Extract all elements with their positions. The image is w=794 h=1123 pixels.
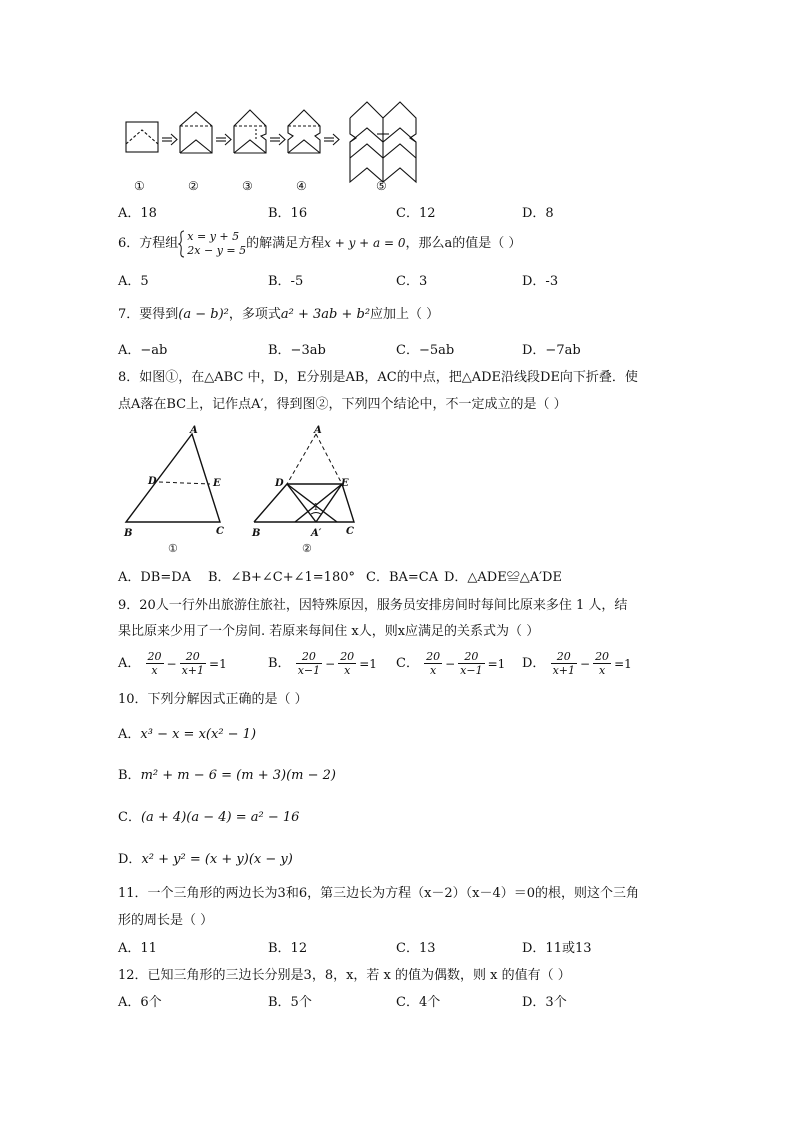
- q5-arrow-4: [324, 134, 339, 145]
- q8-fig2-label-c: C: [346, 526, 354, 537]
- q6-eq2: 2x − y = 5: [187, 243, 247, 257]
- q9-option-c-frac1: $\frac{20}{x}$: [426, 650, 441, 677]
- q8-fig1-label-a: A: [190, 425, 198, 436]
- q8-figures: [118, 424, 368, 560]
- q9-option-d-frac2: $\frac{20}{x}$: [595, 650, 610, 677]
- q10-option-a-label: A．: [118, 727, 141, 742]
- q5-label-4: ④: [296, 179, 307, 193]
- q11-option-c: C．13: [396, 941, 436, 956]
- q7-option-c: C．−5ab: [396, 343, 455, 358]
- q6-stem: [118, 228, 521, 259]
- q9-option-d: D． $\frac{20}{x+1}$ − $\frac{20}{x}$ =1: [522, 650, 632, 677]
- q10-option-d: [118, 851, 293, 869]
- q7-middle: ，多项式: [228, 307, 281, 322]
- q6-suffix: ，那么a的值是（ ）: [405, 236, 522, 251]
- q7-option-b: B．−3ab: [268, 343, 326, 358]
- q9-option-c-frac2: $\frac{20}{x-1}$: [460, 650, 483, 677]
- q9-option-a-frac2: $\frac{20}{x+1}$: [181, 650, 205, 677]
- q12-stem: 12．已知三角形的三边长分别是3，8，x，若 x 的值为偶数，则 x 的值有（ ）: [118, 968, 571, 983]
- q8-option-d: D．△ADE≌△A′DE: [444, 570, 562, 585]
- q11-stem-line2: 形的周长是（ ）: [118, 913, 214, 928]
- q6-option-d: D．-3: [522, 274, 559, 289]
- q9-stem-line2: 果比原来少用了一个房间. 若原来每间住 x人，则x应满足的关系式为（ ）: [118, 624, 540, 639]
- q9-option-b: B． $\frac{20}{x-1}$ − $\frac{20}{x}$ =1: [268, 650, 377, 677]
- q8-figure-1: [126, 434, 220, 522]
- q6-middle: 的解满足方程: [246, 236, 325, 251]
- q10-stem: 10．下列分解因式正确的是（ ）: [118, 692, 308, 707]
- q7-expr2: a² + 3ab + b²: [280, 307, 371, 322]
- q6-prefix: 6．方程组: [118, 236, 179, 251]
- q9-option-b-frac2: $\frac{20}{x}$: [340, 650, 355, 677]
- q10-option-c-expr: (a + 4)(a − 4) = a² − 16: [140, 810, 300, 825]
- q5-label-3: ③: [242, 179, 253, 193]
- q9-option-c: C． $\frac{20}{x}$ − $\frac{20}{x-1}$ =1: [396, 650, 506, 677]
- q5-label-1: ①: [134, 179, 145, 193]
- q8-fig2-label-d: D: [275, 478, 284, 489]
- q6-option-b: B．-5: [268, 274, 304, 289]
- q5-option-a: A．18: [118, 206, 157, 221]
- q8-stem-line1: 8．如图①，在△ABC 中，D，E分别是AB，AC的中点，把△ADE沿线段DE向下折叠．使: [118, 370, 638, 385]
- q6-eq1: x = y + 5: [187, 229, 240, 243]
- q8-fig2-label-a: A: [314, 425, 322, 436]
- q9-option-b-frac1: $\frac{20}{x-1}$: [297, 650, 321, 677]
- q8-option-a: A．DB=DA: [118, 570, 192, 585]
- q5-arrow-2: [216, 134, 231, 145]
- q9-option-c-label: C．: [396, 656, 419, 671]
- q8-fig1-caption: ①: [168, 542, 178, 555]
- q8-fig2-label-a-prime: A′: [311, 528, 322, 539]
- q9-option-d-frac1: $\frac{20}{x+1}$: [552, 650, 575, 677]
- q8-figure-2: [254, 434, 354, 522]
- q8-fig1-label-e: E: [213, 478, 221, 489]
- q8-fig1-label-b: B: [124, 528, 133, 539]
- q9-stem-line1: 9．20人一行外出旅游住旅社，因特殊原因，服务员安排房间时每间比原来多住 1 人，结: [118, 598, 628, 613]
- q6-brace-icon: [178, 230, 185, 258]
- q6-option-c: C．3: [396, 274, 428, 289]
- q7-prefix: 7．要得到: [118, 307, 179, 322]
- q7-stem: [118, 306, 439, 324]
- q10-option-b: [118, 767, 336, 785]
- q5-arrow-3: [270, 134, 285, 145]
- q8-stem-line2: 点A落在BC上，记作点A′，得到图②，下列四个结论中，不一定成立的是（ ）: [118, 397, 567, 412]
- q8-option-c: C．BA=CA: [366, 570, 439, 585]
- q5-option-c: C．12: [396, 206, 436, 221]
- q10-option-d-label: D．: [118, 852, 142, 867]
- q12-option-c: C．4个: [396, 995, 441, 1010]
- q12-option-d: D．3个: [522, 995, 567, 1010]
- q8-fig1-label-d: D: [148, 476, 157, 487]
- q7-suffix: 应加上（ ）: [370, 307, 440, 322]
- q11-option-d: D．11或13: [522, 941, 592, 956]
- q10-option-c: [118, 809, 299, 827]
- q10-option-c-label: C．: [118, 810, 141, 825]
- q5-option-b: B．16: [268, 206, 308, 221]
- q5-label-5: ⑤: [376, 179, 387, 193]
- q12-option-a: A．6个: [118, 995, 162, 1010]
- q5-step-2-house: [180, 112, 212, 153]
- q9-option-b-label: B．: [268, 656, 291, 671]
- q8-fig2-caption: ②: [302, 542, 312, 555]
- q11-option-b: B．12: [268, 941, 308, 956]
- q5-folding-figure: [118, 96, 428, 196]
- q8-fig1-label-c: C: [216, 526, 224, 537]
- q10-option-a: [118, 726, 256, 744]
- q6-equation-system: [178, 230, 246, 258]
- q9-option-a: A． $\frac{20}{x}$ − $\frac{20}{x+1}$ =1: [118, 650, 227, 677]
- q10-option-b-label: B．: [118, 768, 141, 783]
- q7-expr1: (a − b)²: [178, 307, 229, 322]
- q6-option-a: A．5: [118, 274, 149, 289]
- q10-option-a-expr: x³ − x = x(x² − 1): [140, 727, 257, 742]
- q9-option-a-label: A．: [118, 656, 141, 671]
- q8-fig2-angle-1: 1: [313, 503, 319, 513]
- q12-option-b: B．5个: [268, 995, 312, 1010]
- q5-step-4-house: [288, 110, 320, 153]
- q9-option-d-label: D．: [522, 656, 546, 671]
- q11-stem-line1: 11．一个三角形的两边长为3和6，第三边长为方程（x－2）（x－4）＝0的根，则这个三角: [118, 886, 640, 901]
- q5-step-5-unfolded: [350, 102, 416, 182]
- q7-option-d: D．−7ab: [522, 343, 581, 358]
- q5-option-d: D．8: [522, 206, 554, 221]
- q10-option-d-expr: x² + y² = (x + y)(x − y): [141, 852, 293, 867]
- q5-arrow-1: [162, 134, 177, 145]
- q10-option-b-expr: m² + m − 6 = (m + 3)(m − 2): [140, 768, 336, 783]
- q9-option-a-frac1: $\frac{20}{x}$: [147, 650, 162, 677]
- q7-option-a: A．−ab: [118, 343, 168, 358]
- q5-step-1-square: [126, 122, 158, 152]
- q5-label-2: ②: [188, 179, 199, 193]
- q8-fig2-label-e: E: [341, 478, 349, 489]
- q6-equation: x + y + a = 0: [324, 236, 406, 250]
- q8-option-b: B．∠B+∠C+∠1=180°: [208, 570, 355, 585]
- q8-fig2-label-b: B: [252, 528, 261, 539]
- q5-step-3-house: [234, 110, 266, 153]
- q11-option-a: A．11: [118, 941, 157, 956]
